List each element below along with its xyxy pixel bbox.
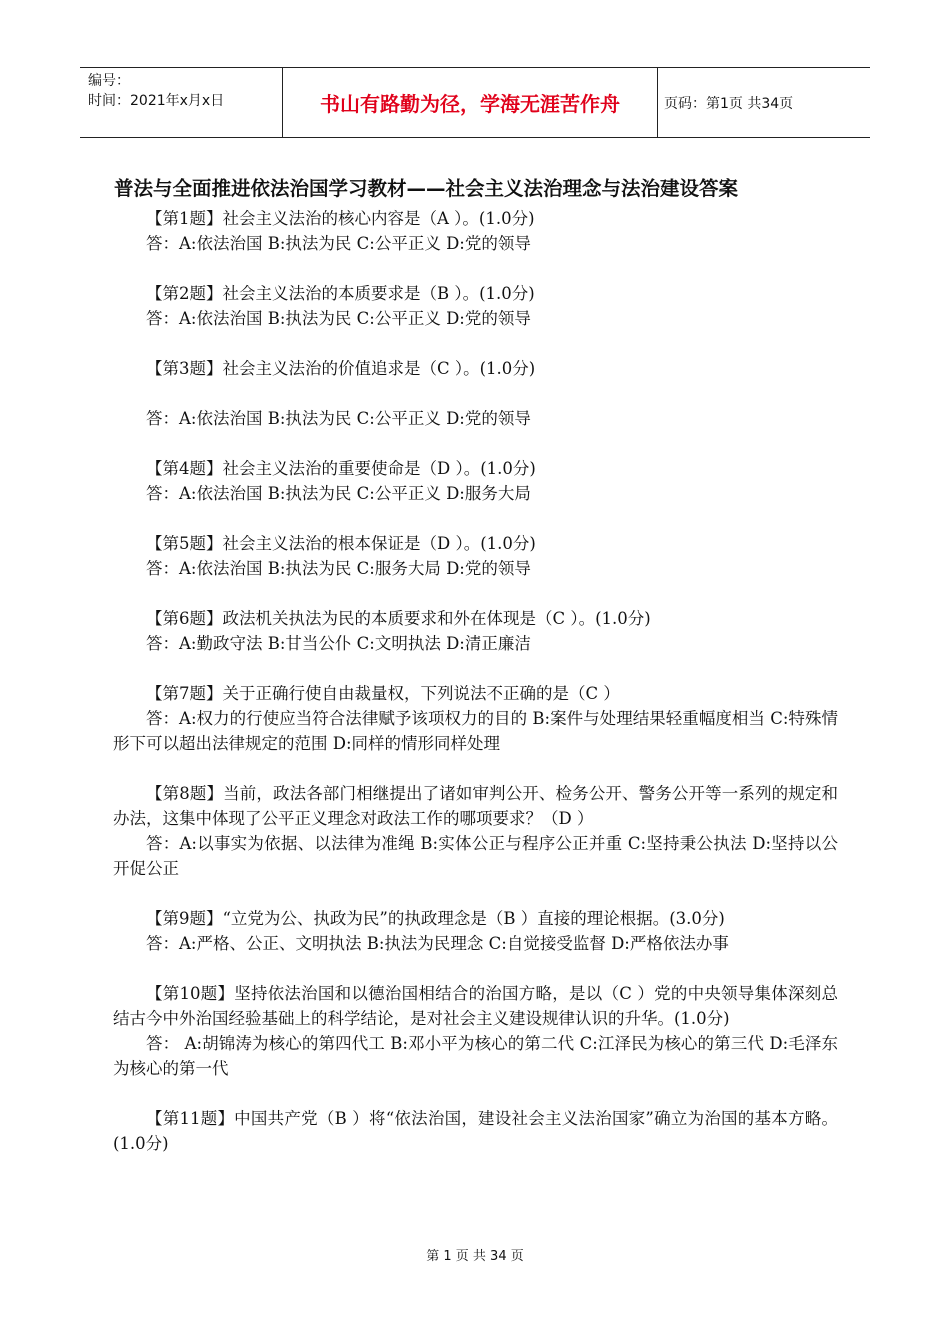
answer-text: 答：A:权力的行使应当符合法律赋予该项权力的目的 B:案件与处理结果轻重幅度相当 C:特殊情形下可以超出法律规定的范围 D:同样的情形同样处理 <box>113 709 838 753</box>
question-item <box>113 281 838 331</box>
answer-text: 答：A:勤政守法 B:甘当公仆 C:文明执法 D:清正廉洁 <box>146 634 531 653</box>
answer-text: 答：A:依法治国 B:执法为民 C:服务大局 D:党的领导 <box>146 559 531 578</box>
header-motto: 书山有路勤为径，学海无涯苦作舟 <box>282 68 658 137</box>
page-header <box>80 67 870 138</box>
question-item <box>113 981 838 1081</box>
header-page-number: 页码：第1页 共34页 <box>664 95 794 112</box>
answer-text: 答：A:严格、公正、文明执法 B:执法为民理念 C:自觉接受监督 D:严格依法办事 <box>146 934 729 953</box>
question-list <box>113 206 838 1181</box>
question-text: 【第8题】当前，政法各部门相继提出了诸如审判公开、检务公开、警务公开等一系列的规定和办法，这集中体现了公平正义理念对政法工作的哪项要求？（D ） <box>113 784 838 828</box>
answer-text: 答： A:胡锦涛为核心的第四代工 B:邓小平为核心的第二代 C:江泽民为核心的第三代 D:毛泽东为核心的第一代 <box>113 1034 838 1078</box>
question-item <box>113 531 838 581</box>
answer-text: 答：A:依法治国 B:执法为民 C:公平正义 D:党的领导 <box>146 234 531 253</box>
question-text: 【第3题】社会主义法治的价值追求是（C ）。(1.0分) <box>146 359 536 378</box>
answer-text: 答：A:依法治国 B:执法为民 C:公平正义 D:党的领导 <box>146 309 531 328</box>
question-item <box>113 356 838 431</box>
question-text: 【第11题】中国共产党（B ）将“依法治国，建设社会主义法治国家”确立为治国的基本方略。(1.0分) <box>113 1109 838 1153</box>
answer-text: 答：A:依法治国 B:执法为民 C:公平正义 D:服务大局 <box>146 484 531 503</box>
question-text: 【第1题】社会主义法治的核心内容是（A ）。(1.0分) <box>146 209 535 228</box>
doc-date-label: 时间：2021年x月x日 <box>88 93 225 109</box>
document-title: 普法与全面推进依法治国学习教材——社会主义法治理念与法治建设答案 <box>114 177 739 200</box>
question-item <box>113 456 838 506</box>
question-text: 【第4题】社会主义法治的重要使命是（D ）。(1.0分) <box>146 459 536 478</box>
page-footer: 第 1 页 共 34 页 <box>426 1249 524 1264</box>
question-text: 【第9题】“立党为公、执政为民”的执政理念是（B ）直接的理论根据。(3.0分) <box>146 909 725 928</box>
question-item <box>113 606 838 656</box>
question-item <box>113 681 838 756</box>
question-text: 【第10题】坚持依法治国和以德治国相结合的治国方略，是以（C ）党的中央领导集体深刻总结古今中外治国经验基础上的科学结论，是对社会主义建设规律认识的升华。(1.0分) <box>113 984 838 1028</box>
answer-text: 答：A:以事实为依据、以法律为准绳 B:实体公正与程序公正并重 C:坚持秉公执法 D:坚持以公开促公正 <box>113 834 838 878</box>
header-meta <box>80 68 282 137</box>
question-item <box>113 1106 838 1156</box>
doc-number-label: 编号： <box>88 73 130 89</box>
answer-text: 答：A:依法治国 B:执法为民 C:公平正义 D:党的领导 <box>146 409 531 428</box>
question-text: 【第2题】社会主义法治的本质要求是（B ）。(1.0分) <box>146 284 535 303</box>
question-text: 【第7题】关于正确行使自由裁量权，下列说法不正确的是（C ） <box>146 684 620 703</box>
question-text: 【第5题】社会主义法治的根本保证是（D ）。(1.0分) <box>146 534 536 553</box>
question-item <box>113 206 838 256</box>
question-item <box>113 781 838 881</box>
question-item <box>113 906 838 956</box>
question-text: 【第6题】政法机关执法为民的本质要求和外在体现是（C ）。(1.0分) <box>146 609 651 628</box>
